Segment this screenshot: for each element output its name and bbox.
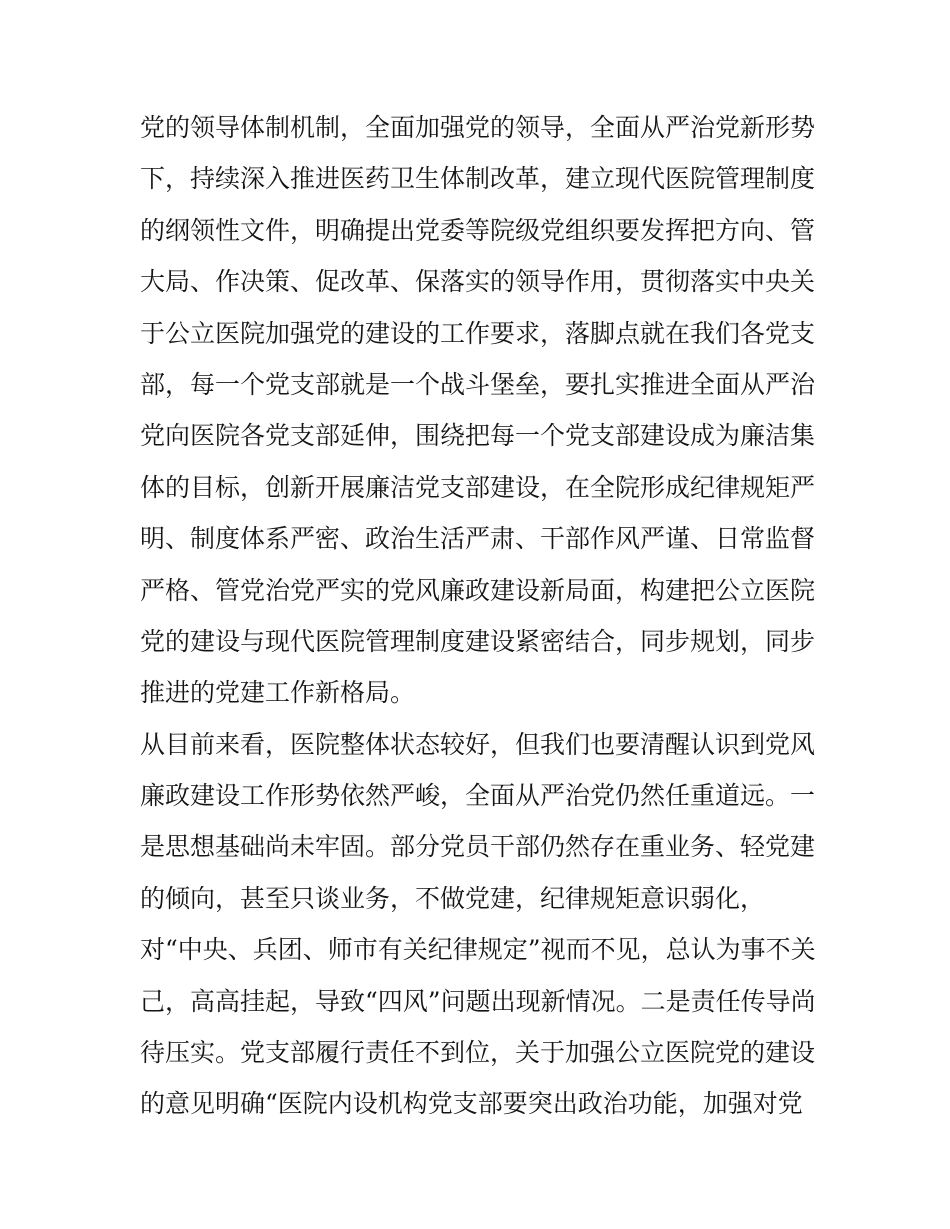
text-line: 是思想基础尚未牢固。部分党员干部仍然存在重业务、轻党建 — [140, 832, 816, 862]
text-line: 体的目标，创新开展廉洁党支部建设，在全院形成纪律规矩严 — [140, 472, 816, 502]
text-line: 己，高高挂起，导致“四风”问题出现新情况。二是责任传导尚 — [140, 986, 816, 1016]
text-line: 明、制度体系严密、政治生活严肃、干部作风严谨、日常监督 — [140, 524, 816, 554]
text-line: 党向医院各党支部延伸，围绕把每一个党支部建设成为廉洁集 — [140, 421, 816, 451]
text-line: 党的建设与现代医院管理制度建设紧密结合，同步规划，同步 — [140, 626, 816, 656]
text-line: 下，持续深入推进医药卫生体制改革，建立现代医院管理制度 — [140, 164, 816, 194]
text-line: 部，每一个党支部就是一个战斗堡垒，要扎实推进全面从严治 — [140, 369, 816, 399]
text-line: 严格、管党治党严实的党风廉政建设新局面，构建把公立医院 — [140, 575, 816, 605]
text-line: 的纲领性文件，明确提出党委等院级党组织要发挥把方向、管 — [140, 215, 816, 245]
document-body — [140, 102, 820, 1130]
text-line: 廉政建设工作形势依然严峻，全面从严治党仍然任重道远。一 — [140, 781, 816, 811]
text-line: 推进的党建工作新格局。 — [140, 678, 416, 708]
text-line: 的意见明确“医院内设机构党支部要突出政治功能，加强对党 — [140, 1089, 803, 1119]
text-line: 于公立医院加强党的建设的工作要求，落脚点就在我们各党支 — [140, 318, 816, 348]
text-line: 党的领导体制机制，全面加强党的领导，全面从严治党新形势 — [140, 113, 816, 142]
text-line: 待压实。党支部履行责任不到位，关于加强公立医院党的建设 — [140, 1038, 816, 1068]
text-line: 从目前来看，医院整体状态较好，但我们也要清醒认识到党风 — [140, 729, 816, 759]
text-line: 的倾向，甚至只谈业务，不做党建，纪律规矩意识弱化， — [140, 883, 766, 913]
text-line: 大局、作决策、促改革、保落实的领导作用，贯彻落实中央关 — [140, 267, 816, 297]
text-line: 对“中央、兵团、师市有关纪律规定”视而不见，总认为事不关 — [140, 935, 816, 965]
